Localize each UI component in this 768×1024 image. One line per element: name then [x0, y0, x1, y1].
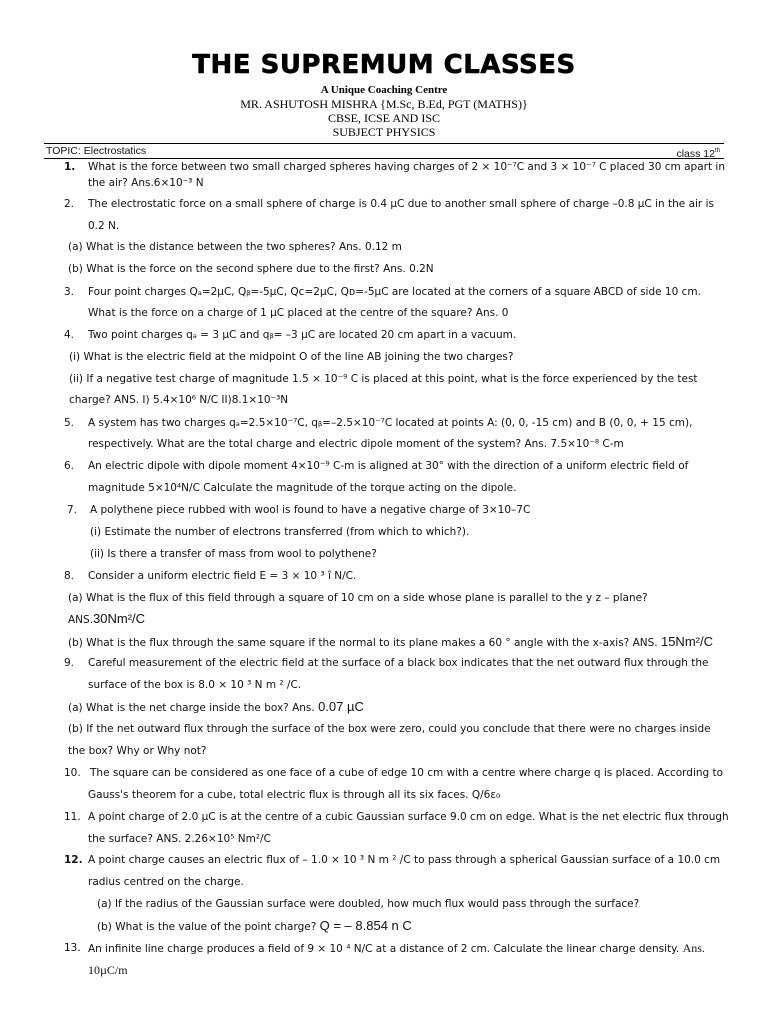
question-text: What is the force between two small charged spheres having charges of 2 × 10⁻⁷C and 3 × 10⁻⁷ C placed 30 cm apart in: [88, 161, 725, 173]
question-text: A point charge of 2.0 µC is at the centre of a cubic Gaussian surface 9.0 cm on edge. What is the net electric flux through: [88, 811, 729, 823]
class-text: class 12: [676, 148, 715, 160]
question-text: respectively. What are the total charge and electric dipole moment of the system? Ans. 7.5×10⁻⁸ C-m: [88, 438, 624, 450]
question-subpart: (ii) Is there a transfer of mass from wool to polythene?: [90, 548, 377, 560]
question-text: A system has two charges qₐ=2.5×10⁻⁷C, qᵦ=–2.5×10⁻⁷C located at points A: (0, 0, -15 cm) and B (0, 0, + 15 cm),: [88, 417, 693, 429]
question-number: 6.: [64, 460, 75, 472]
answer-prefix: Ans.: [682, 941, 705, 955]
question-number: 2.: [64, 198, 75, 210]
question-text: The electrostatic force on a small sphere of charge is 0.4 µC due to another small sphere of charge –0.8 µC in the air is: [88, 198, 714, 210]
teacher-line: MR. ASHUTOSH MISHRA {M.Sc, B.Ed, PGT (MATHS)}: [240, 97, 528, 111]
question-subpart: (i) Estimate the number of electrons transferred (from which to which?).: [90, 526, 470, 538]
answer-value: 30Nm²/C: [93, 611, 146, 626]
question-number: 11.: [64, 811, 81, 823]
question-text: Gauss's theorem for a cube, total electric flux is through all its six faces. Q/6ε₀: [88, 789, 501, 801]
question-body: An infinite line charge produces a field of 9 × 10 ⁴ N/C at a distance of 2 cm. Calculate the linear charge density.: [88, 943, 680, 955]
boards-line: CBSE, ICSE AND ISC: [327, 111, 441, 125]
answer-value: 15Nm²/C: [660, 634, 713, 649]
answer-line: [68, 635, 713, 650]
answer-line: [97, 919, 412, 934]
question-number: 7.: [67, 504, 78, 516]
question-text: 0.2 N.: [88, 220, 120, 232]
question-text: The square can be considered as one face of a cube of edge 10 cm with a centre where charge q is placed. According to: [90, 767, 724, 779]
question-number: 12.: [64, 854, 83, 866]
class-superscript: th: [714, 148, 720, 154]
question-text: the surface? ANS. 2.26×10⁵ Nm²/C: [88, 833, 271, 845]
question-subpart: (a) What is the distance between the two spheres? Ans. 0.12 m: [68, 241, 402, 253]
topic-bar: [44, 143, 724, 159]
answer-prefix: (b) What is the flux through the same square if the normal to its plane makes a 60 ° angle with the x-axis? ANS.: [68, 637, 658, 649]
question-text: surface of the box is 8.0 × 10 ³ N m ² /C.: [88, 679, 302, 691]
question-subpart: the box? Why or Why not?: [68, 745, 207, 757]
question-text: magnitude 5×10⁴N/C Calculate the magnitude of the torque acting on the dipole.: [88, 482, 517, 494]
answer-value: 0.07 µC: [318, 699, 364, 714]
institute-subtitle: A Unique Coaching Centre: [320, 84, 448, 96]
answer-prefix: ANS.: [68, 614, 94, 626]
question-text: [88, 942, 705, 956]
answer-prefix: (a) What is the net charge inside the box? Ans.: [68, 702, 315, 714]
question-subpart: (b) If the net outward flux through the surface of the box were zero, could you conclude that there were no charges inside: [68, 723, 711, 735]
question-text: A polythene piece rubbed with wool is found to have a negative charge of 3×10–7C: [90, 504, 531, 516]
answer-line: [68, 612, 145, 627]
subject-line: SUBJECT PHYSICS: [332, 125, 436, 139]
question-number: 1.: [64, 161, 76, 173]
question-number: 4.: [64, 329, 75, 341]
question-number: 13.: [64, 942, 81, 954]
question-text: the air? Ans.6×10⁻³ N: [88, 177, 204, 189]
institute-title: THE SUPREMUM CLASSES: [192, 50, 576, 80]
question-text: Careful measurement of the electric field at the surface of a black box indicates that the net outward flux through the: [88, 657, 709, 669]
question-text: Two point charges qₐ = 3 µC and qᵦ= –3 µC are located 20 cm apart in a vacuum.: [88, 329, 517, 341]
question-number: 8.: [64, 570, 75, 582]
answer-line: [68, 700, 364, 715]
question-subpart: (b) What is the force on the second sphere due to the first? Ans. 0.2N: [68, 263, 434, 275]
question-number: 3.: [64, 286, 75, 298]
question-subpart: charge? ANS. I) 5.4×10⁶ N/C II)8.1×10⁻³N: [69, 394, 289, 406]
question-subpart: (i) What is the electric field at the midpoint O of the line AB joining the two charges?: [69, 351, 514, 363]
question-text: A point charge causes an electric flux of – 1.0 × 10 ³ N m ² /C to pass through a spherical Gaussian surface of a 10.0 cm: [88, 854, 721, 866]
answer-prefix: (b) What is the value of the point charge?: [97, 921, 317, 933]
question-text: An electric dipole with dipole moment 4×10⁻⁹ C-m is aligned at 30° with the direction of a uniform electric field of: [88, 460, 689, 472]
question-number: 5.: [64, 417, 75, 429]
question-text: Four point charges Qₐ=2µC, Qᵦ=-5µC, Qc=2µC, Qᴅ=-5µC are located at the corners of a square ABCD of side 10 cm.: [88, 286, 701, 298]
question-subpart: (ii) If a negative test charge of magnitude 1.5 × 10⁻⁹ C is placed at this point, what is the force experienced by the test: [69, 373, 698, 385]
class-label: [676, 144, 720, 161]
topic-label: TOPIC: Electrostatics: [46, 145, 147, 157]
question-text: Consider a uniform electric field E = 3 × 10 ³ î N/C.: [88, 570, 357, 582]
question-subpart: (a) If the radius of the Gaussian surface were doubled, how much flux would pass through the surface?: [97, 898, 640, 910]
question-number: 9.: [64, 657, 75, 669]
question-number: 10.: [64, 767, 81, 779]
question-text: What is the force on a charge of 1 µC placed at the centre of the square? Ans. 0: [88, 307, 509, 319]
answer-value: Q = – 8.854 n C: [319, 918, 412, 933]
question-subpart: (a) What is the flux of this field through a square of 10 cm on a side whose plane is parallel to the y z – plane?: [68, 592, 648, 604]
question-text: radius centred on the charge.: [88, 876, 244, 888]
answer-value: 10µC/m: [88, 963, 128, 977]
